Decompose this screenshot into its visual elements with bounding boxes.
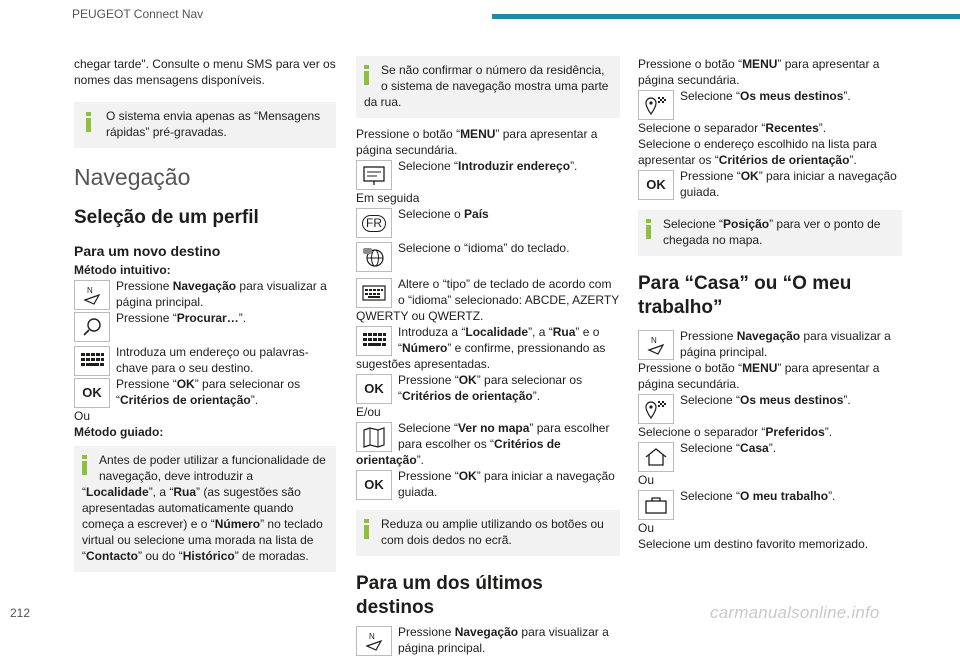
map-icon xyxy=(356,422,392,452)
running-header: PEUGEOT Connect Nav xyxy=(72,7,204,21)
or-label: Ou xyxy=(638,521,655,535)
and-or-label: E/ou xyxy=(356,405,381,419)
sub-subsection-title: Para um novo destino xyxy=(74,243,221,259)
step-navigation: N Pressione Navegação para visualizar a página principal. xyxy=(638,328,902,360)
step-view-map: Selecione “Ver no mapa” para escolher para escolher os “Critérios de orientação”. xyxy=(356,421,610,467)
keyboard-icon xyxy=(74,346,110,376)
info-note: O sistema envia apenas as “Mensagens rápidas” pré-gravadas. xyxy=(74,102,336,148)
step-ok: OK Pressione “OK” para iniciar a navegação guiada. xyxy=(638,168,902,200)
paragraph: Selecione o separador “Recentes”. xyxy=(638,121,827,135)
method-label: Método guiado: xyxy=(74,425,164,439)
or-label: Ou xyxy=(638,473,655,487)
svg-text:N: N xyxy=(651,336,657,345)
svg-text:N: N xyxy=(87,286,93,295)
info-note: Selecione “Posição” para ver o ponto de chegada no mapa. xyxy=(638,210,902,256)
step-navigation: N Pressione Navegação para visualizar a página principal. xyxy=(356,624,620,656)
ok-icon: OK xyxy=(638,170,674,200)
step-keyboard: Introduza um endereço ou palavras-chave para o seu destino. xyxy=(74,344,336,376)
step-home: Selecione “Casa”. xyxy=(638,440,902,472)
header-accent-bar xyxy=(492,14,960,19)
subsection-title: Seleção de um perfil xyxy=(74,207,259,228)
navigation-icon xyxy=(356,626,392,656)
step-country: FR Selecione o País xyxy=(356,206,620,238)
step-enter-address: Selecione “Introduzir endereço”. xyxy=(356,158,620,190)
intro-text: chegar tarde". Consulte o menu SMS para ver os nomes das mensagens disponíveis. xyxy=(74,57,336,87)
step-navigation: N Pressione Navegação para visualizar a página principal. xyxy=(74,278,336,310)
info-icon xyxy=(364,519,369,539)
navigation-icon xyxy=(74,280,110,310)
keyboard-icon xyxy=(356,326,392,356)
country-icon: FR xyxy=(356,208,392,238)
step-language: Selecione o “idioma” do teclado. xyxy=(356,240,620,272)
step-keyboard-type: Altere o “tipo” de teclado de acordo com o “idioma” selecionado: ABCDE, AZERTY QWERTY ou QWERTZ. xyxy=(356,277,619,323)
paragraph: Pressione o botão “MENU” para apresentar a página secundária. xyxy=(356,127,598,157)
navigation-icon xyxy=(638,330,674,360)
info-icon xyxy=(364,65,369,85)
step-my-destinations: Selecione “Os meus destinos”. xyxy=(638,392,902,424)
paragraph: Selecione o separador “Preferidos”. xyxy=(638,425,833,439)
step-work: Selecione “O meu trabalho”. xyxy=(638,488,902,520)
or-label: Ou xyxy=(74,409,91,423)
column-2 xyxy=(356,56,620,656)
info-note: Reduza ou amplie utilizando os botões ou com dois dedos no ecrã. xyxy=(356,510,620,556)
info-icon xyxy=(646,219,651,239)
column-3 xyxy=(638,56,902,552)
search-icon xyxy=(74,312,110,342)
step-ok: OK Pressione “OK” para selecionar os “Critérios de orientação”. xyxy=(74,376,336,408)
step-search: Pressione “Procurar…”. xyxy=(74,310,336,342)
ok-icon: OK xyxy=(356,470,392,500)
destinations-pin-icon xyxy=(638,90,674,120)
step-enter-locality: Introduza a “Localidade”, a “Rua” e o “Número” e confirme, pressionando as sugestões apresentadas. xyxy=(356,325,606,371)
step-ok: OK Pressione “OK” para selecionar os “Critérios de orientação”. xyxy=(356,372,620,404)
step-ok: OK Pressione “OK” para iniciar a navegação guiada. xyxy=(356,468,620,500)
info-note: Se não confirmar o número da residência, o sistema de navegação mostra uma parte da rua. xyxy=(356,56,620,118)
paragraph: Pressione o botão “MENU” para apresentar a página secundária. xyxy=(638,57,880,87)
info-icon xyxy=(82,455,87,475)
subsection-title: Para “Casa” ou “O meu trabalho” xyxy=(638,273,852,318)
section-title: Navegação xyxy=(74,164,191,190)
watermark: carmanualsonline.info xyxy=(710,603,880,622)
destinations-pin-icon xyxy=(638,394,674,424)
subsection-title: Para um dos últimos destinos xyxy=(356,573,543,618)
svg-text:N: N xyxy=(369,632,375,641)
home-icon xyxy=(638,442,674,472)
keyboard-icon xyxy=(356,278,392,308)
paragraph: Selecione um destino favorito memorizado. xyxy=(638,537,869,551)
ok-icon: OK xyxy=(74,378,110,408)
step-my-destinations: Selecione “Os meus destinos”. xyxy=(638,88,902,120)
info-icon xyxy=(86,112,91,132)
paragraph: Selecione o endereço escolhido na lista para apresentar os “Critérios de orientação”. xyxy=(638,137,877,167)
info-note: Antes de poder utilizar a funcionalidade de navegação, deve introduzir a “Localidade”, a “Rua” (as sugestões são apresentadas automaticamente quando começa a escrever) e o “Número” no teclado virtual ou selecione uma morada na lista de “Contacto” ou do “Histórico” de moradas. xyxy=(74,446,336,572)
column-1 xyxy=(74,56,336,572)
ok-icon: OK xyxy=(356,374,392,404)
then-label: Em seguida xyxy=(356,191,420,205)
address-entry-icon xyxy=(356,160,392,190)
briefcase-icon xyxy=(638,490,674,520)
globe-icon xyxy=(356,242,392,272)
page-number: 212 xyxy=(10,606,31,620)
paragraph: Pressione o botão “MENU” para apresentar a página secundária. xyxy=(638,361,880,391)
method-label: Método intuitivo: xyxy=(74,263,171,277)
